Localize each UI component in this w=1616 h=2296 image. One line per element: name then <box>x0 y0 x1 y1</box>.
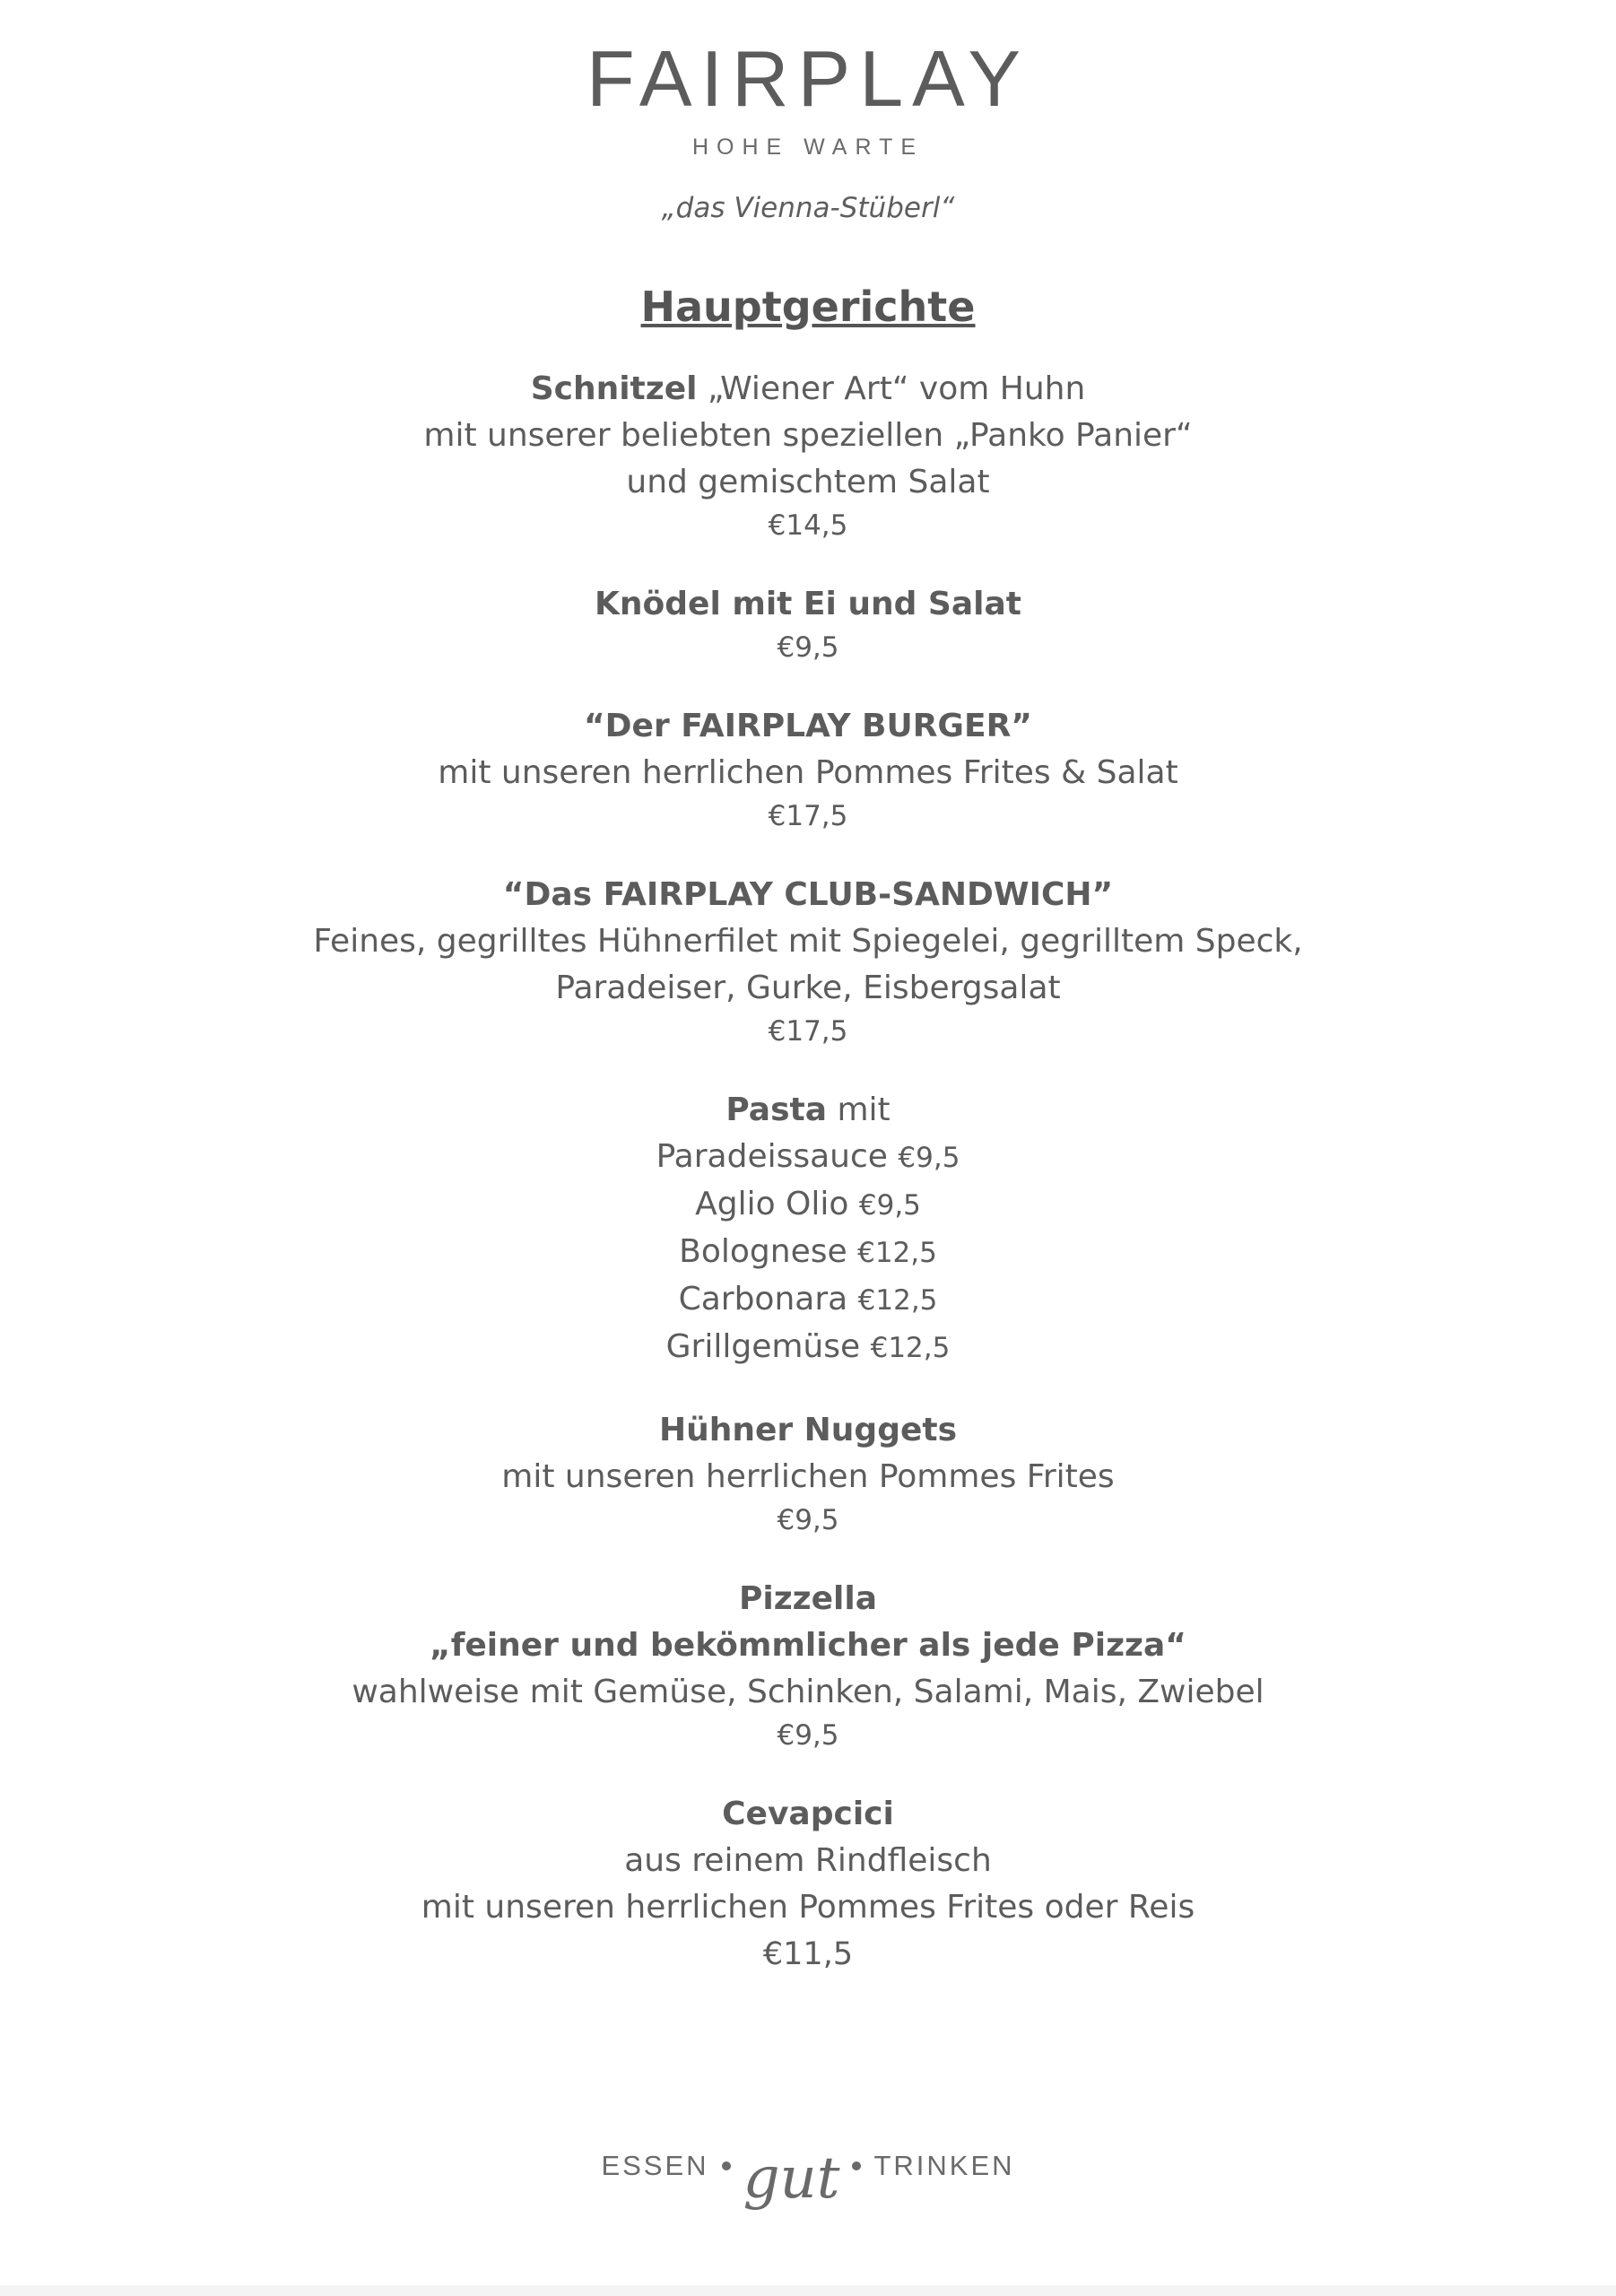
pasta-option <box>0 1181 1616 1229</box>
item-title-suffix: mit <box>827 1091 891 1128</box>
option-name: Bolognese <box>679 1233 847 1270</box>
menu-list <box>0 366 1616 2013</box>
option-price: €12,5 <box>870 1332 951 1364</box>
item-description: aus reinem Rindfleisch <box>624 1842 992 1879</box>
item-price: €11,5 <box>762 1936 854 1972</box>
pasta-option <box>0 1276 1616 1324</box>
option-name: Paradeissauce <box>656 1138 888 1175</box>
item-slogan: „feiner und bekömmlicher als jede Pizza“ <box>430 1627 1186 1664</box>
logo-subtext: HOHE WARTE <box>691 135 925 160</box>
pasta-option <box>0 1324 1616 1371</box>
item-title-suffix: „Wiener Art“ vom Huhn <box>697 370 1086 407</box>
item-price: €17,5 <box>768 1015 848 1048</box>
item-name: Pasta <box>725 1091 827 1128</box>
item-description: mit unseren herrlichen Pommes Frites oder Reis <box>421 1889 1195 1926</box>
pasta-option <box>0 1134 1616 1181</box>
footer-left-word: ESSEN <box>601 2150 709 2181</box>
item-description: Paradeiser, Gurke, Eisbergsalat <box>555 970 1061 1006</box>
item-price: €17,5 <box>768 800 848 832</box>
tagline: „das Vienna-Stüberl“ <box>661 192 955 224</box>
item-name: “Der FAIRPLAY BURGER” <box>584 708 1032 744</box>
pasta-option <box>0 1229 1616 1276</box>
section-title: Hauptgerichte <box>640 283 976 331</box>
item-description: Feines, gegrilltes Hühnerfilet mit Spiegelei, gegrilltem Speck, <box>313 923 1303 960</box>
item-description: mit unseren herrlichen Pommes Frites & Salat <box>438 754 1178 791</box>
menu-item-club-sandwich <box>0 872 1616 1051</box>
item-name: Hühner Nuggets <box>658 1412 958 1448</box>
option-price: €9,5 <box>858 1189 921 1222</box>
item-price: €14,5 <box>768 509 848 542</box>
menu-item-cevapcici <box>0 1791 1616 1978</box>
item-name: Knödel mit Ei und Salat <box>595 586 1021 622</box>
menu-item-burger <box>0 703 1616 836</box>
option-price: €12,5 <box>857 1284 938 1317</box>
footer-slogan <box>0 2126 1616 2212</box>
footer-script-word: gut <box>743 2145 840 2212</box>
menu-item-schnitzel <box>0 366 1616 545</box>
item-price: €9,5 <box>777 631 839 664</box>
item-name: Schnitzel <box>530 370 698 407</box>
option-price: €9,5 <box>898 1142 960 1174</box>
option-name: Aglio Olio <box>695 1186 849 1222</box>
bottom-edge <box>0 2285 1616 2296</box>
option-price: €12,5 <box>857 1237 937 1269</box>
item-title-line <box>0 1087 1616 1134</box>
item-name: “Das FAIRPLAY CLUB-SANDWICH” <box>502 876 1114 913</box>
dot-separator-icon <box>852 2161 861 2170</box>
item-title-line <box>0 366 1616 413</box>
item-price: €9,5 <box>777 1719 839 1752</box>
footer-right-word: TRINKEN <box>873 2150 1015 2181</box>
menu-item-pasta <box>0 1087 1616 1371</box>
option-name: Grillgemüse <box>665 1328 861 1365</box>
item-description: mit unserer beliebten speziellen „Panko Panier“ <box>423 417 1193 454</box>
item-price: €9,5 <box>777 1504 839 1536</box>
menu-item-pizzella <box>0 1576 1616 1755</box>
menu-item-knoedel <box>0 581 1616 667</box>
item-name: Cevapcici <box>722 1796 894 1832</box>
option-name: Carbonara <box>678 1281 848 1318</box>
menu-item-nuggets <box>0 1407 1616 1540</box>
item-name: Pizzella <box>738 1580 878 1617</box>
item-description: wahlweise mit Gemüse, Schinken, Salami, Mais, Zwiebel <box>352 1674 1264 1710</box>
item-description: und gemischtem Salat <box>626 464 990 500</box>
fairplay-logo: FAIRPLAY <box>586 34 1030 123</box>
item-description: mit unseren herrlichen Pommes Frites <box>501 1458 1115 1495</box>
dot-separator-icon <box>722 2161 731 2170</box>
